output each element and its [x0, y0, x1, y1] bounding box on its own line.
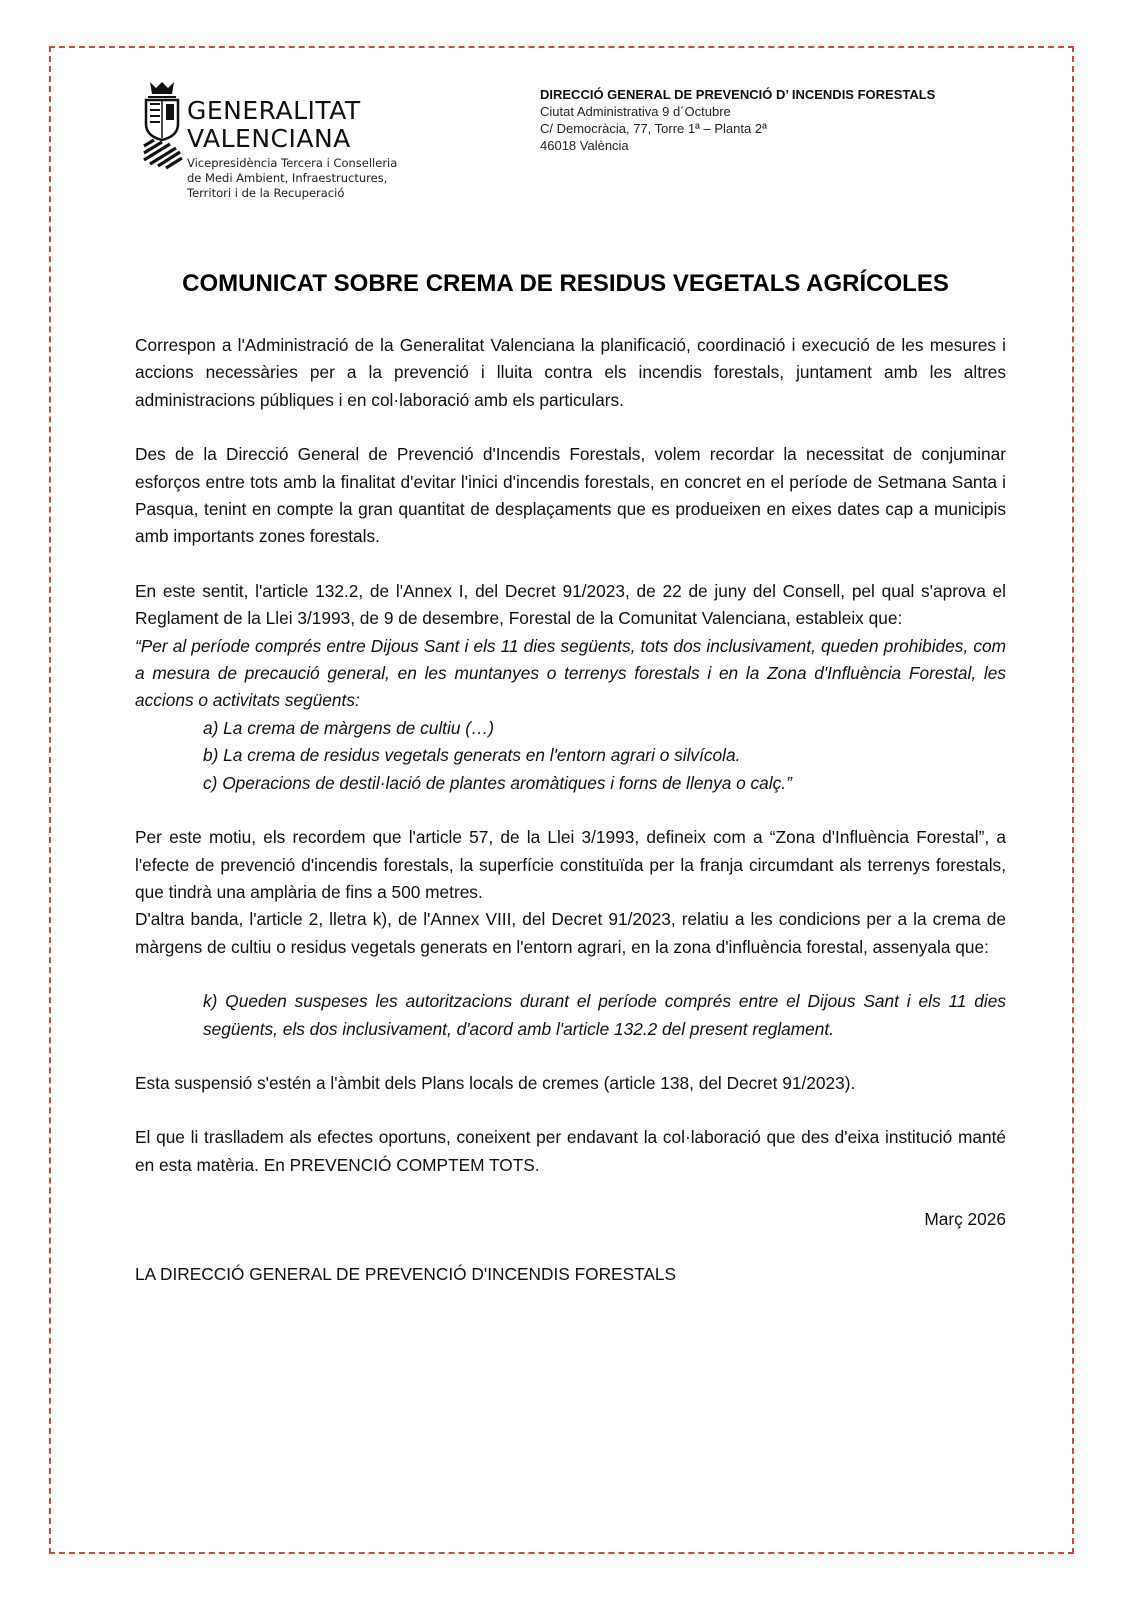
department-line-1: Vicepresidència Tercera i Conselleria	[187, 156, 398, 170]
quoted-article: “Per al període comprés entre Dijous Sant i els 11 dies següents, tots dos inclusivament, queden prohibides, com a mesura de precaució general, en les muntanyes o terrenys forestals i en la Zona d'Influència Forestal, les accions o activitats següents:	[135, 635, 1006, 711]
department-name	[187, 156, 397, 201]
document-date: Març 2026	[924, 1209, 1006, 1230]
paragraph-3: En este sentit, l'article 132.2, de l'Annex I, del Decret 91/2023, de 22 de juny del Consell, pel qual s'aprova el Reglament de la Llei 3/1993, de 9 de desembre, Forestal de la Comunitat Valenciana, estableix que:	[135, 580, 1006, 629]
paragraph-6: Esta suspensió s'estén a l'àmbit dels Plans locals de cremes (article 138, del Decret 91/2023).	[135, 1072, 856, 1093]
paragraph-7: El que li traslladem als efectes oportuns, coneixent per endavant la col·laboració que des d'eixa institució manté en esta matèria. En PREVENCIÓ COMPTEM TOTS.	[135, 1127, 1006, 1175]
document-body	[135, 332, 1006, 1288]
list-item-a: a) La crema de màrgens de cultiu (…)	[203, 717, 495, 738]
generalitat-logo	[140, 80, 440, 210]
paragraph-1: Correspon a l'Administració de la Generalitat Valenciana la planificació, coordinació i execució de les mesures i accions necessàries per a la prevenció i lluita contra els incendis forestals, juntament amb les altres administracions públiques i en col·laboració amb els particulars.	[135, 335, 1006, 410]
document-title: COMUNICAT SOBRE CREMA DE RESIDUS VEGETALS AGRÍCOLES	[182, 270, 949, 297]
sender-address	[540, 86, 935, 154]
paragraph-4: Per este motiu, els recordem que l'article 57, de la Llei 3/1993, defineix com a “Zona d'Influència Forestal”, a l'efecte de prevenció d'incendis forestals, la superfície constituïda per la franja circumdant als terrenys forestals, que tindrà una amplària de fins a 500 metres.	[135, 827, 1006, 902]
logo-wordmark	[187, 97, 361, 153]
paragraph-5: D'altra banda, l'article 2, lletra k), de l'Annex VIII, del Decret 91/2023, relatiu a les condicions per a la crema de màrgens de cultiu o residus vegetals generats en l'entorn agrari, en la zona d'influència forestal, assenyala que:	[135, 909, 1006, 957]
logo-wordmark-line-2: VALENCIANA	[187, 124, 351, 153]
quoted-article-k: k) Queden suspeses les autoritzacions durant el període comprés entre el Dijous Sant i els 11 dies següents, els dos inclusivament, d'acord amb l'article 132.2 del present reglament.	[203, 991, 1006, 1039]
address-title: DIRECCIÓ GENERAL DE PREVENCIÓ D’ INCENDIS FORESTALS	[540, 87, 936, 102]
paragraph-2: Des de la Direcció General de Prevenció d'Incendis Forestals, volem recordar la necessitat de conjuminar esforços entre tots amb la finalitat d'evitar l'inici d'incendis forestals, en concret en el període de Setmana Santa i Pasqua, tenint en compte la gran quantitat de desplaçaments que es produeixen en eixes dates cap a municipis amb importants zones forestals.	[135, 444, 1006, 547]
department-line-2: de Medi Ambient, Infraestructures,	[187, 171, 388, 185]
signature: LA DIRECCIÓ GENERAL DE PREVENCIÓ D'INCENDIS FORESTALS	[135, 1263, 677, 1284]
list-item-b: b) La crema de residus vegetals generats en l'entorn agrari o silvícola.	[203, 745, 741, 766]
address-line-2: C/ Democràcia, 77, Torre 1ª – Planta 2ª	[540, 121, 767, 136]
coat-of-arms-icon	[140, 80, 186, 170]
address-line-1: Ciutat Administrativa 9 d´Octubre	[540, 104, 731, 119]
logo-wordmark-line-1: GENERALITAT	[187, 96, 361, 125]
department-line-3: Territori i de la Recuperació	[187, 186, 345, 200]
list-item-c: c) Operacions de destil·lació de plantes aromàtiques i forns de llenya o calç.”	[203, 772, 792, 793]
address-line-3: 46018 València	[540, 138, 629, 153]
